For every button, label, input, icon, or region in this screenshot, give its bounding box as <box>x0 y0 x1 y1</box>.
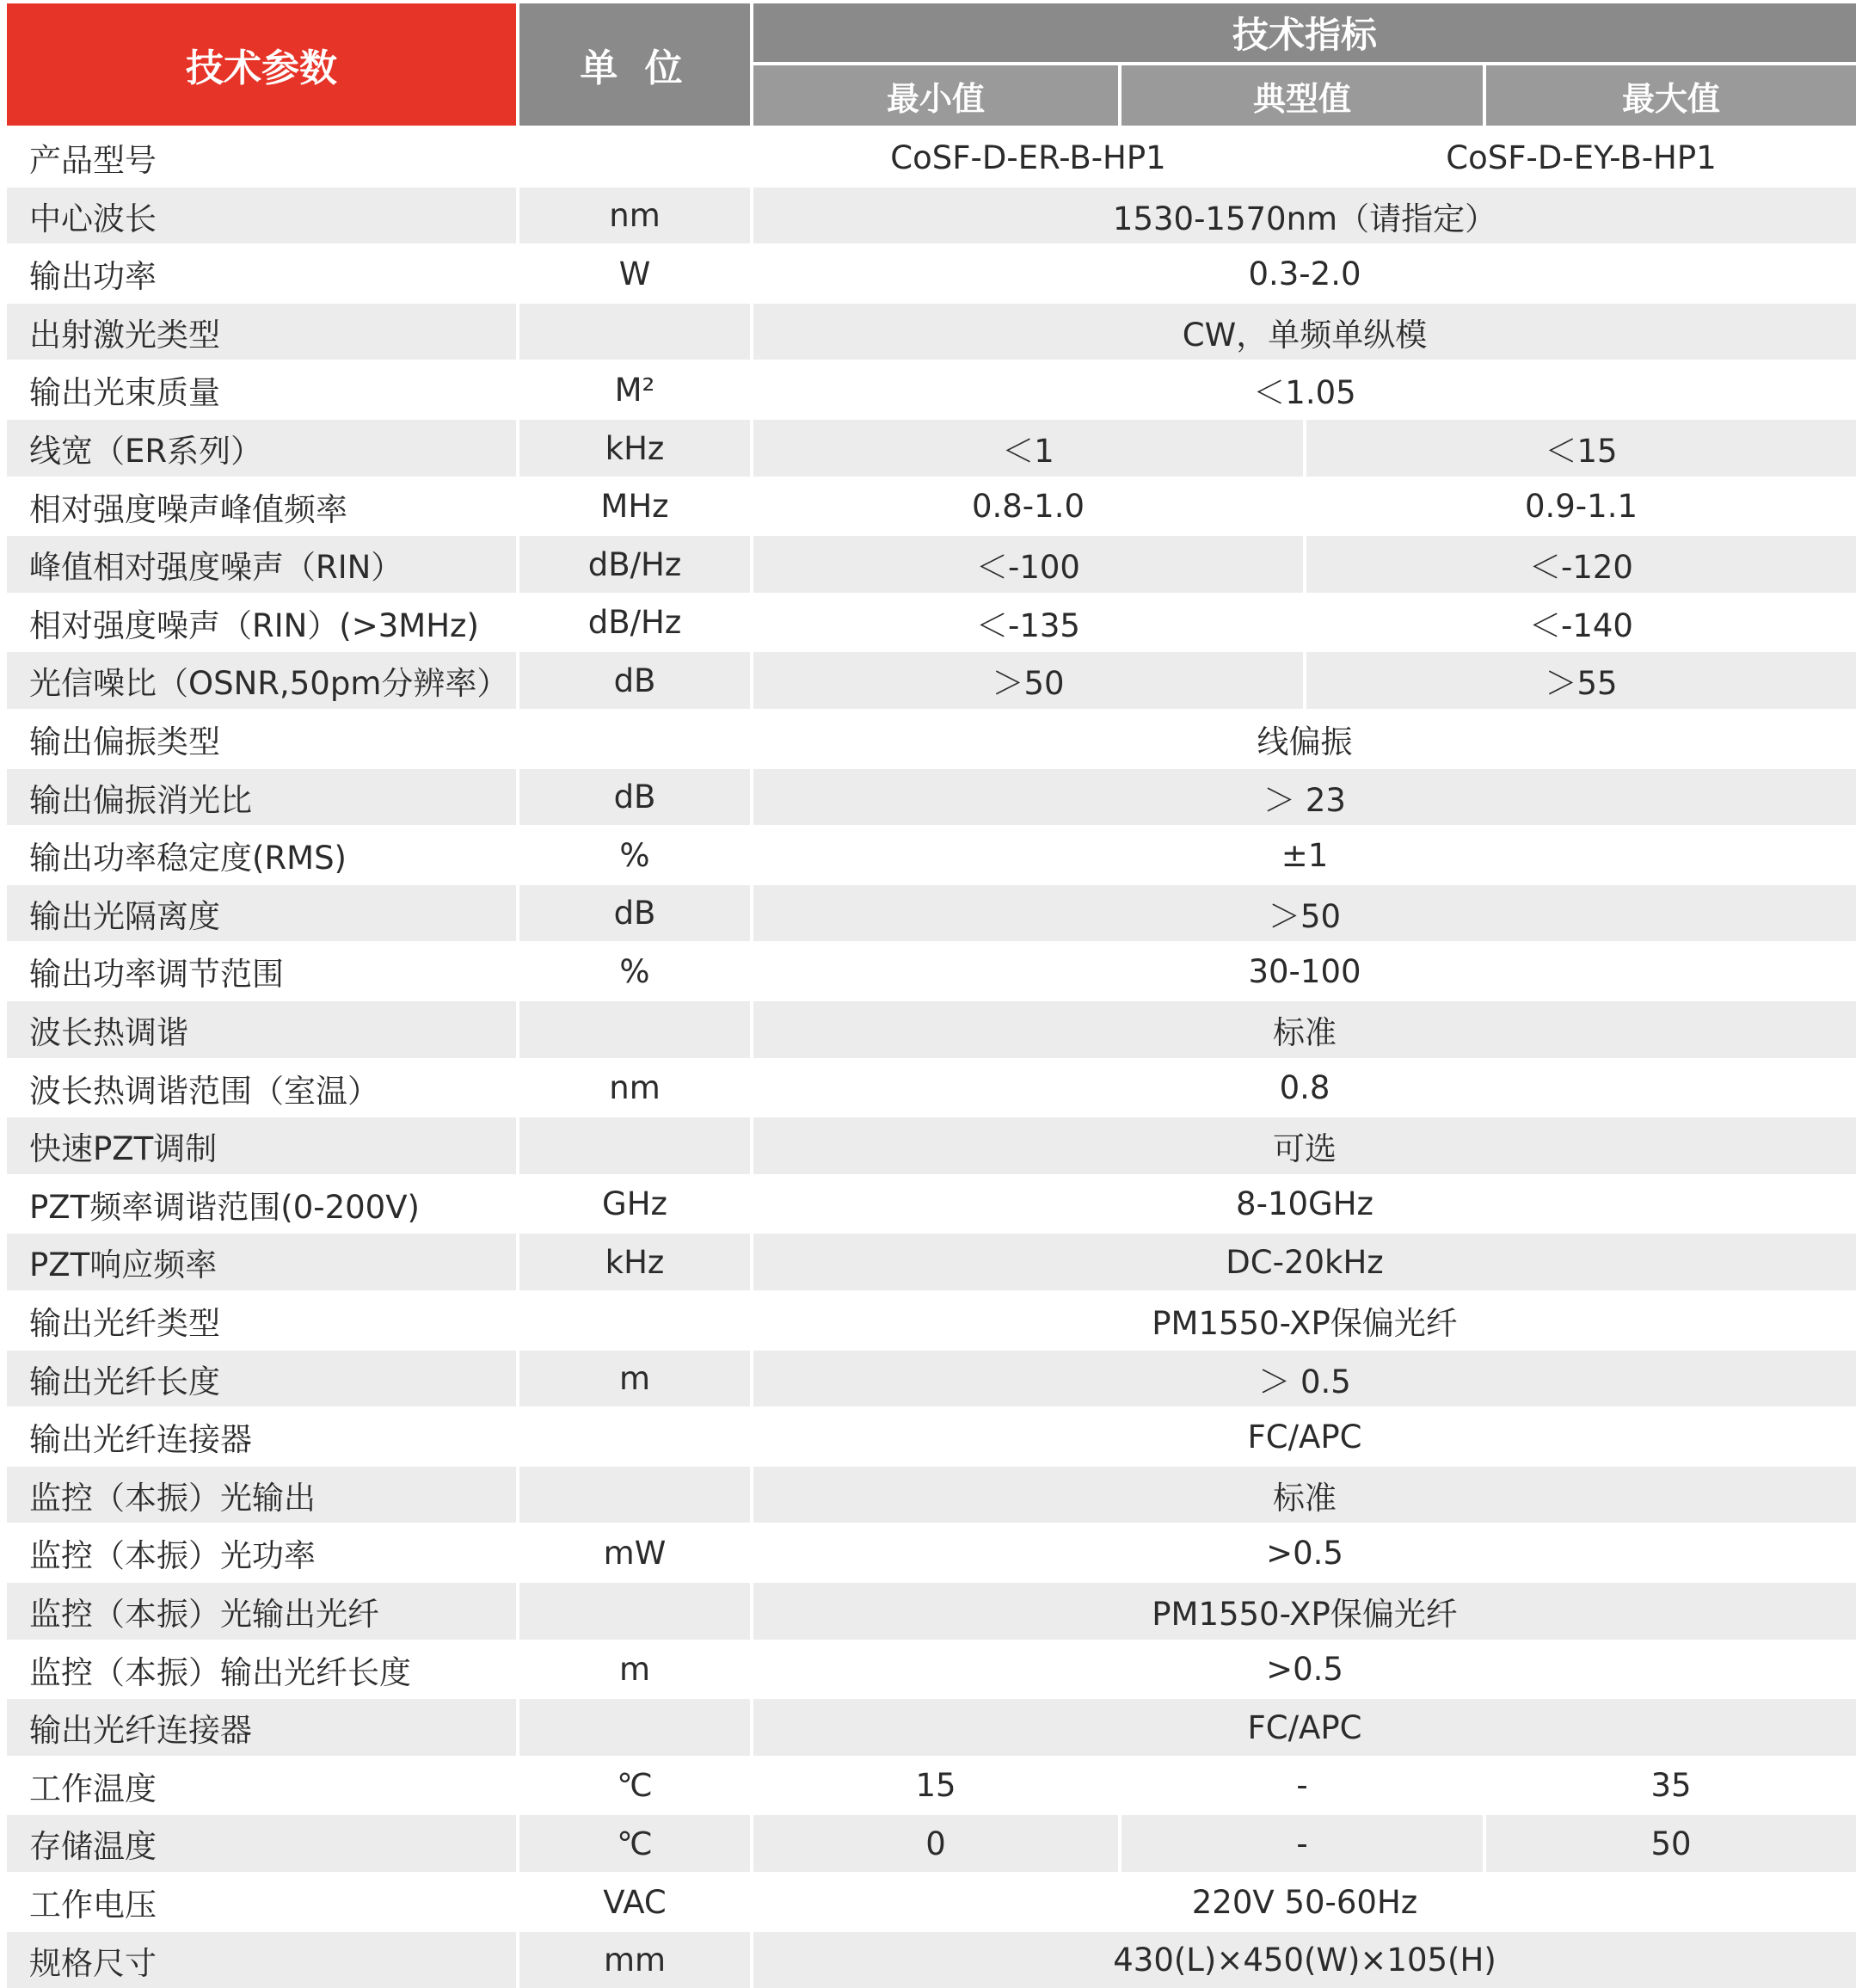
value-cell: 标准 <box>753 1001 1856 1058</box>
unit-cell <box>519 1292 750 1349</box>
value-right-cell: ＜-140 <box>1306 594 1856 650</box>
param-cell: 光信噪比（OSNR,50pm分辨率） <box>7 652 516 709</box>
value-right-cell: ＞55 <box>1306 652 1856 709</box>
unit-cell <box>519 1583 750 1640</box>
unit-cell <box>519 1467 750 1523</box>
param-cell: 输出偏振消光比 <box>7 769 516 825</box>
param-cell: 监控（本振）光输出光纤 <box>7 1583 516 1640</box>
unit-cell <box>519 1117 750 1174</box>
value-cell: >0.5 <box>753 1524 1856 1581</box>
value-right-cell: ＜-120 <box>1306 536 1856 593</box>
value-left-cell: ＜-100 <box>753 536 1303 593</box>
param-cell: 波长热调谐 <box>7 1001 516 1058</box>
unit-cell: dB/Hz <box>519 536 750 593</box>
value-cell: >0.5 <box>753 1641 1856 1697</box>
unit-cell <box>519 1699 750 1756</box>
header-unit: 单 位 <box>519 3 750 126</box>
value-cell: 线偏振 <box>753 711 1856 767</box>
min-cell: 15 <box>753 1757 1118 1813</box>
param-cell: 快速PZT调制 <box>7 1117 516 1174</box>
value-cell: 可选 <box>753 1117 1856 1174</box>
unit-cell <box>519 304 750 360</box>
unit-cell: % <box>519 827 750 883</box>
param-cell: 峰值相对强度噪声（RIN） <box>7 536 516 593</box>
value-right-cell: 0.9-1.1 <box>1306 478 1856 534</box>
value-cell: 0.3-2.0 <box>753 245 1856 302</box>
unit-cell: W <box>519 245 750 302</box>
value-cell: ＞ 0.5 <box>753 1351 1856 1406</box>
param-cell: 输出光隔离度 <box>7 885 516 941</box>
value-left-cell: 0.8-1.0 <box>753 478 1303 534</box>
unit-cell: kHz <box>519 1234 750 1290</box>
param-cell: 输出光纤类型 <box>7 1292 516 1349</box>
unit-cell: VAC <box>519 1874 750 1930</box>
typ-cell: - <box>1122 1815 1483 1872</box>
param-cell: 输出光纤长度 <box>7 1351 516 1406</box>
unit-cell: % <box>519 943 750 1000</box>
param-cell: 输出光束质量 <box>7 361 516 418</box>
unit-cell: dB <box>519 652 750 709</box>
unit-cell: ℃ <box>519 1757 750 1813</box>
unit-cell: MHz <box>519 478 750 534</box>
header-min: 最小值 <box>753 65 1118 126</box>
param-cell: 监控（本振）光输出 <box>7 1467 516 1523</box>
value-cell: 1530-1570nm（请指定） <box>753 188 1856 243</box>
unit-cell: m <box>519 1351 750 1406</box>
value-cell: FC/APC <box>753 1408 1856 1465</box>
value-cell: PM1550-XP保偏光纤 <box>753 1292 1856 1349</box>
spec-table <box>7 3 1856 1980</box>
min-cell: 0 <box>753 1815 1118 1872</box>
unit-cell: dB <box>519 769 750 825</box>
header-spec-group: 技术指标 <box>753 3 1856 62</box>
param-cell: 工作电压 <box>7 1874 516 1930</box>
param-cell: 监控（本振）光功率 <box>7 1524 516 1581</box>
param-cell: 输出功率调节范围 <box>7 943 516 1000</box>
value-cell: FC/APC <box>753 1699 1856 1756</box>
unit-cell: m <box>519 1641 750 1697</box>
typ-cell: - <box>1122 1757 1483 1813</box>
value-left-cell: CoSF-D-ER-B-HP1 <box>753 129 1303 186</box>
param-cell: 输出光纤连接器 <box>7 1408 516 1465</box>
param-cell: 输出功率 <box>7 245 516 302</box>
unit-cell <box>519 1408 750 1465</box>
param-cell: 输出光纤连接器 <box>7 1699 516 1756</box>
max-cell: 35 <box>1486 1757 1856 1813</box>
header-typ: 典型值 <box>1122 65 1483 126</box>
unit-cell <box>519 1001 750 1058</box>
value-left-cell: ＜-135 <box>753 594 1303 650</box>
param-cell: 产品型号 <box>7 129 516 186</box>
param-cell: 波长热调谐范围（室温） <box>7 1060 516 1116</box>
value-cell: 标准 <box>753 1467 1856 1523</box>
unit-cell: ℃ <box>519 1815 750 1872</box>
unit-cell <box>519 129 750 186</box>
value-cell: DC-20kHz <box>753 1234 1856 1290</box>
param-cell: 存储温度 <box>7 1815 516 1872</box>
value-left-cell: ＞50 <box>753 652 1303 709</box>
unit-cell: kHz <box>519 420 750 477</box>
value-cell: ±1 <box>753 827 1856 883</box>
unit-cell: mW <box>519 1524 750 1581</box>
unit-cell: M² <box>519 361 750 418</box>
value-cell: 30-100 <box>753 943 1856 1000</box>
value-right-cell: ＜15 <box>1306 420 1856 477</box>
param-cell: 中心波长 <box>7 188 516 243</box>
value-cell: ＞50 <box>753 885 1856 941</box>
max-cell: 50 <box>1486 1815 1856 1872</box>
unit-cell: dB/Hz <box>519 594 750 650</box>
value-cell: ＞ 23 <box>753 769 1856 825</box>
param-cell: PZT频率调谐范围(0-200V) <box>7 1176 516 1232</box>
param-cell: 规格尺寸 <box>7 1932 516 1988</box>
param-cell: 相对强度噪声（RIN）(>3MHz) <box>7 594 516 650</box>
param-cell: 线宽（ER系列） <box>7 420 516 477</box>
param-cell: 相对强度噪声峰值频率 <box>7 478 516 534</box>
value-cell: CW，单频单纵模 <box>753 304 1856 360</box>
value-cell: 8-10GHz <box>753 1176 1856 1232</box>
param-cell: 监控（本振）输出光纤长度 <box>7 1641 516 1697</box>
param-cell: PZT响应频率 <box>7 1234 516 1290</box>
value-right-cell: CoSF-D-EY-B-HP1 <box>1306 129 1856 186</box>
unit-cell: nm <box>519 188 750 243</box>
param-cell: 工作温度 <box>7 1757 516 1813</box>
value-cell: ＜1.05 <box>753 361 1856 418</box>
value-cell: 0.8 <box>753 1060 1856 1116</box>
param-cell: 输出偏振类型 <box>7 711 516 767</box>
unit-cell: GHz <box>519 1176 750 1232</box>
param-cell: 输出功率稳定度(RMS) <box>7 827 516 883</box>
header-max: 最大值 <box>1486 65 1856 126</box>
value-cell: 220V 50-60Hz <box>753 1874 1856 1930</box>
unit-cell: mm <box>519 1932 750 1988</box>
unit-cell <box>519 711 750 767</box>
value-left-cell: ＜1 <box>753 420 1303 477</box>
header-param: 技术参数 <box>7 3 516 126</box>
value-cell: PM1550-XP保偏光纤 <box>753 1583 1856 1640</box>
param-cell: 出射激光类型 <box>7 304 516 360</box>
unit-cell: nm <box>519 1060 750 1116</box>
value-cell: 430(L)×450(W)×105(H) <box>753 1932 1856 1988</box>
unit-cell: dB <box>519 885 750 941</box>
